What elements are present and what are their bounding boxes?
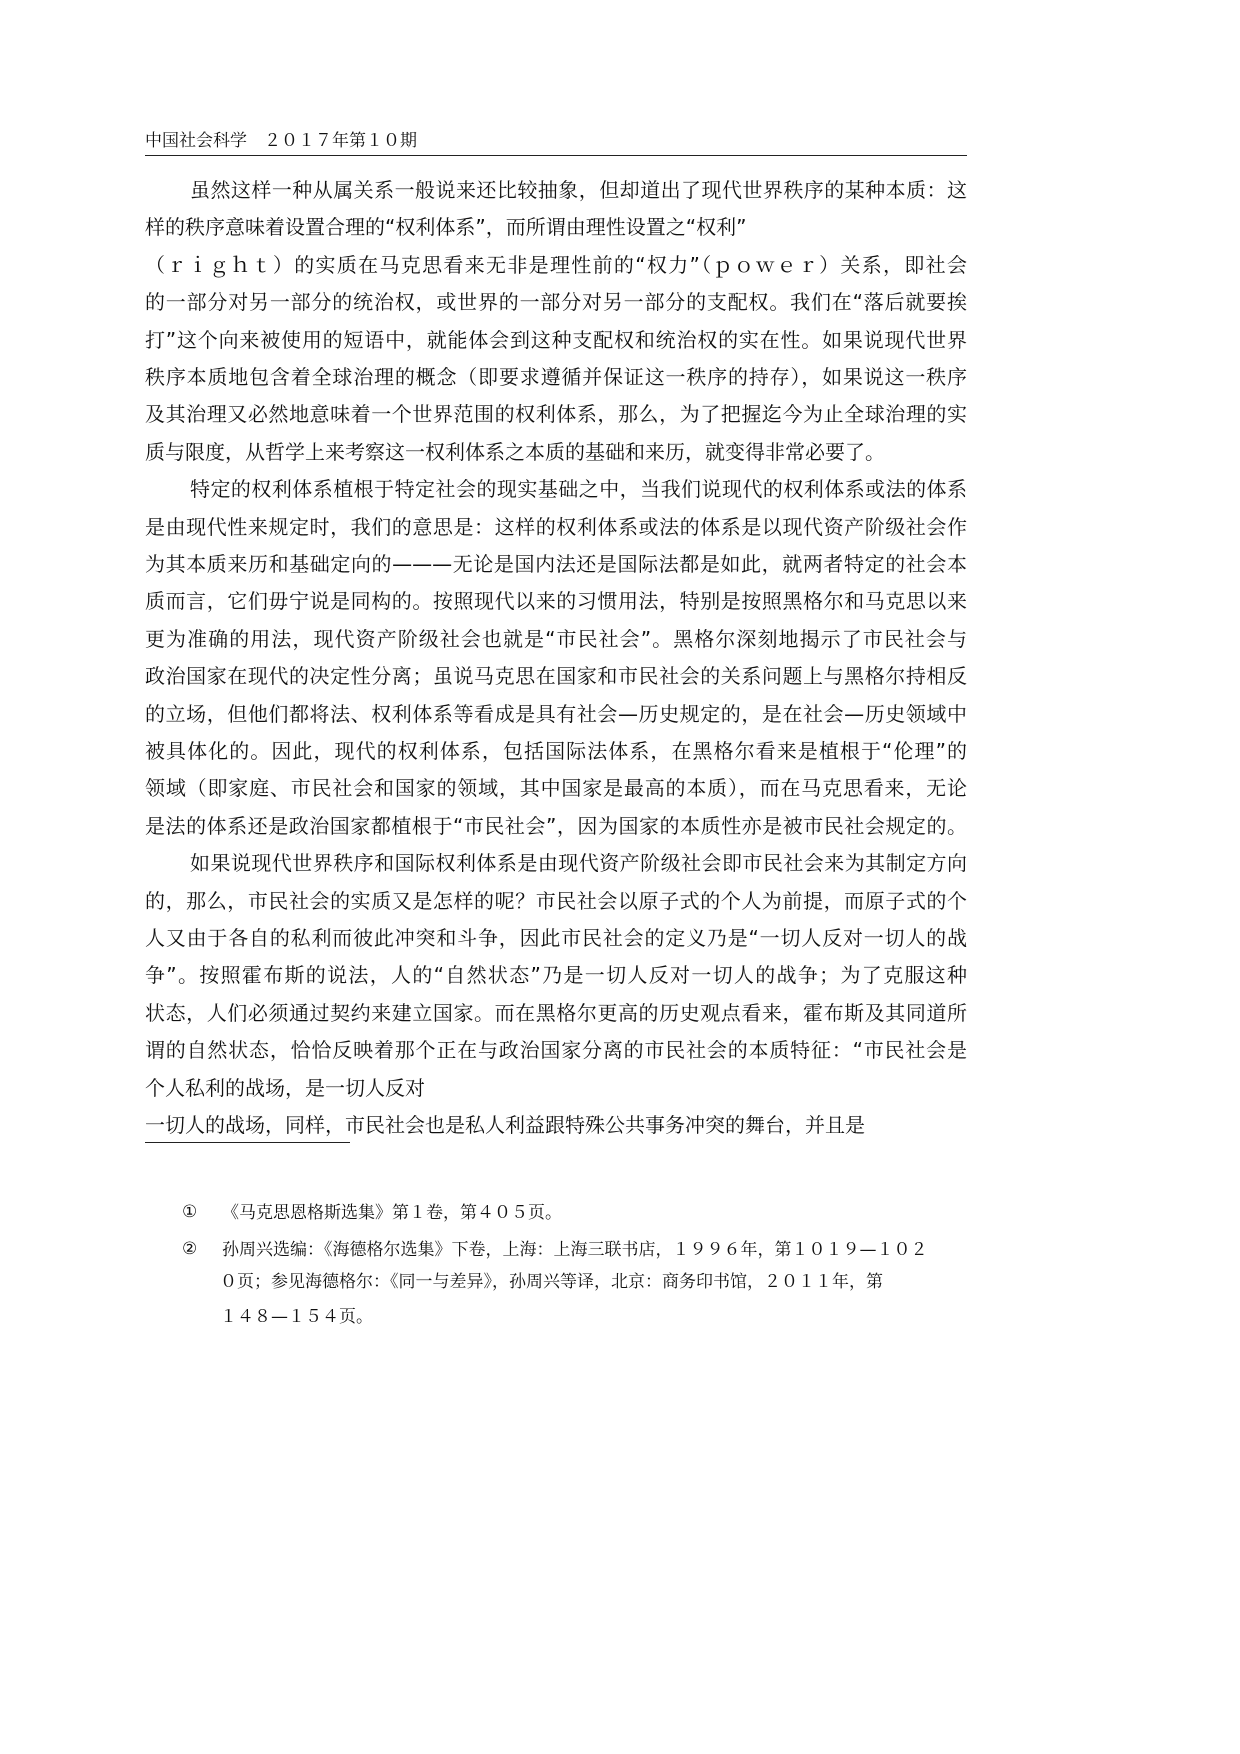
body-line: 特定的权利体系植根于特定社会的现实基础之中，当我们说现代的权利体系或法的体系 xyxy=(190,477,967,502)
body-line: 是法的体系还是政治国家都植根于“市民社会”，因为国家的本质性亦是被市民社会规定的。 xyxy=(145,813,967,838)
body-line: 政治国家在现代的决定性分离；虽说马克思在国家和市民社会的关系问题上与黑格尔持相反 xyxy=(145,664,967,689)
footnote-line: 孙周兴选编：《海德格尔选集》下卷，上海：上海三联书店，１９９６年，第１０１９—１０２ xyxy=(222,1240,928,1260)
body-line: 虽然这样一种从属关系一般说来还比较抽象，但却道出了现代世界秩序的某种本质：这 xyxy=(190,178,967,202)
body-line: 更为准确的用法，现代资产阶级社会也就是“市民社会”。黑格尔深刻地揭示了市民社会与 xyxy=(145,626,967,651)
footnote-line: １４８—１５４页。 xyxy=(220,1307,373,1327)
body-line: 的立场，但他们都将法、权利体系等看成是具有社会—历史规定的，是在社会—历史领域中 xyxy=(145,701,967,726)
body-line: 人又由于各自的私利而彼此冲突和斗争，因此市民社会的定义乃是“一切人反对一切人的战 xyxy=(145,926,967,950)
body-line: 状态，人们必须通过契约来建立国家。而在黑格尔更高的历史观点看来，霍布斯及其同道所 xyxy=(145,1000,967,1025)
body-line: 打”这个向来被使用的短语中，就能体会到这种支配权和统治权的实在性。如果说现代世界 xyxy=(145,327,967,352)
body-line: 样的秩序意味着设置合理的“权利体系”，而所谓由理性设置之“权利” xyxy=(145,215,747,240)
header-rule xyxy=(145,155,967,156)
body-line: 被具体化的。因此，现代的权利体系，包括国际法体系，在黑格尔看来是植根于“伦理”的 xyxy=(145,739,967,763)
footnote-separator xyxy=(145,1142,350,1143)
body-line: 秩序本质地包含着全球治理的概念（即要求遵循并保证这一秩序的持存），如果说这一秩序 xyxy=(145,365,967,389)
body-line: 的一部分对另一部分的统治权，或世界的一部分对另一部分的支配权。我们在“落后就要挨 xyxy=(145,290,967,315)
footnote-line: 《马克思恩格斯选集》第１卷，第４０５页。 xyxy=(222,1203,562,1223)
footnote-line: ０页；参见海德格尔：《同一与差异》，孙周兴等译，北京：商务印书馆，２０１１年，第 xyxy=(220,1272,883,1292)
body-line: 一切人的战场，同样，市民社会也是私人利益跟特殊公共事务冲突的舞台，并且是 xyxy=(145,1113,865,1137)
body-line: 争”。按照霍布斯的说法，人的“自然状态”乃是一切人反对一切人的战争；为了克服这种 xyxy=(145,963,967,988)
body-line: 为其本质来历和基础定向的———无论是国内法还是国际法都是如此，就两者特定的社会本 xyxy=(145,552,967,576)
body-line: 如果说现代世界秩序和国际权利体系是由现代资产阶级社会即市民社会来为其制定方向 xyxy=(190,851,967,876)
body-line: 谓的自然状态，恰恰反映着那个正在与政治国家分离的市民社会的本质特征：“市民社会是 xyxy=(145,1038,967,1063)
journal-header: 中国社会科学 ２０１７年第１０期 xyxy=(145,131,417,151)
body-line: 领域（即家庭、市民社会和国家的领域，其中国家是最高的本质），而在马克思看来，无论 xyxy=(145,776,967,801)
body-line: 个人私利的战场，是一切人反对 xyxy=(145,1075,425,1100)
body-line: 质而言，它们毋宁说是同构的。按照现代以来的习惯用法，特别是按照黑格尔和马克思以来 xyxy=(145,589,967,614)
body-line: 质与限度，从哲学上来考察这一权利体系之本质的基础和来历，就变得非常必要了。 xyxy=(145,439,885,464)
body-line: 是由现代性来规定时，我们的意思是：这样的权利体系或法的体系是以现代资产阶级社会作 xyxy=(145,514,967,539)
footnote-marker: ① xyxy=(182,1202,198,1222)
body-line: （ｒｉｇｈｔ）的实质在马克思看来无非是理性前的“权力”（ｐｏｗｅｒ）关系，即社会 xyxy=(145,252,967,277)
body-line: 的，那么，市民社会的实质又是怎样的呢？市民社会以原子式的个人为前提，而原子式的个 xyxy=(145,888,967,913)
body-line: 及其治理又必然地意味着一个世界范围的权利体系，那么，为了把握迄今为止全球治理的实 xyxy=(145,402,967,427)
footnote-marker: ② xyxy=(182,1239,198,1259)
